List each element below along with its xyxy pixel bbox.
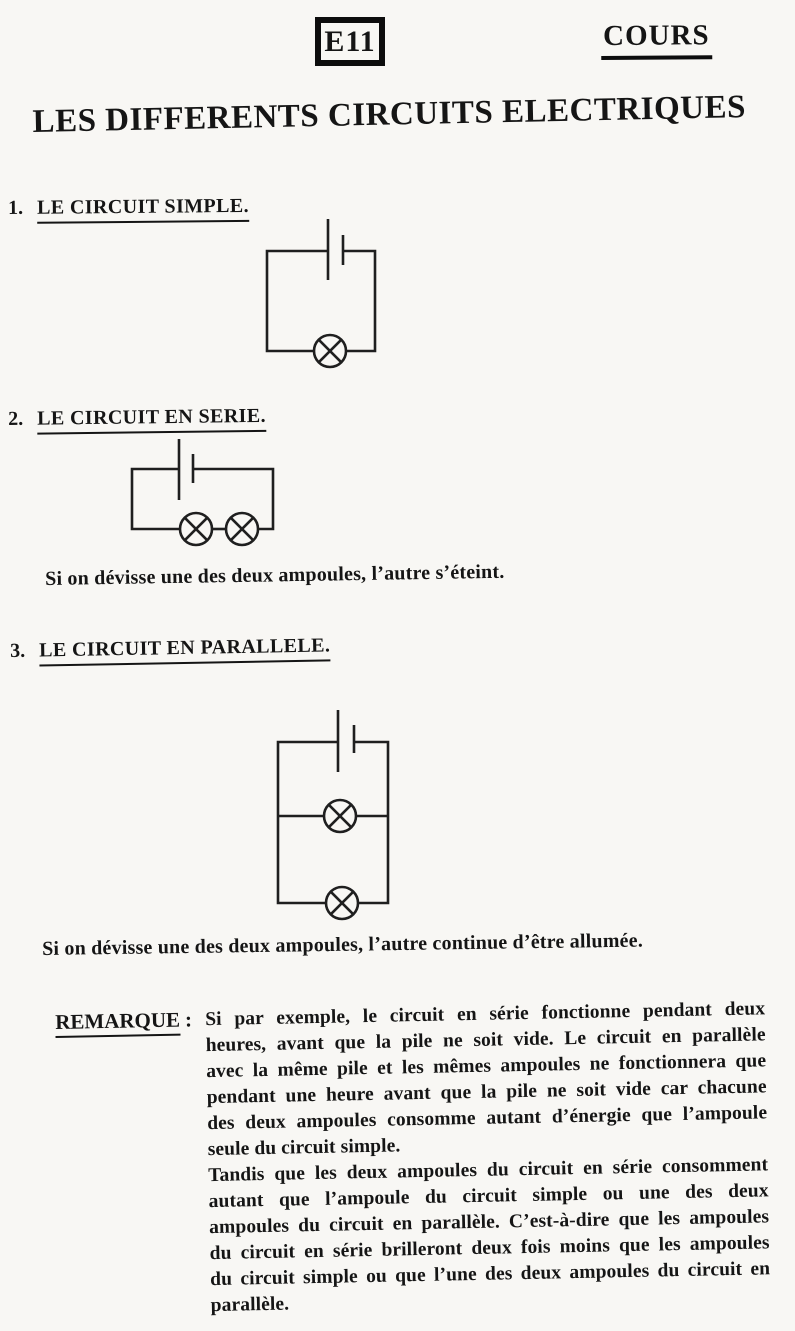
wire-right xyxy=(343,251,375,351)
remark-text-line: des deux ampoules consomme autant d’énergie que l’ampoule xyxy=(207,1102,768,1135)
lesson-code: E11 xyxy=(324,24,376,58)
section-3-title: LE CIRCUIT EN PARALLELE. xyxy=(39,634,331,666)
remark-text-line: autant que l’ampoule du circuit simple ou une des deux xyxy=(208,1180,769,1213)
remark-text-line: du circuit simple ou que l’une des deux ampoules du circuit en xyxy=(210,1258,771,1291)
wire-left xyxy=(132,469,180,529)
wire-left xyxy=(267,251,328,351)
remark-text-line: heures, avant que la pile ne soit vide. Le circuit en parallèle xyxy=(205,1024,766,1057)
section-1-number: 1. xyxy=(8,196,24,219)
simple-circuit-diagram xyxy=(255,212,395,377)
section-3-number: 3. xyxy=(10,639,26,662)
wire-right xyxy=(354,742,388,903)
section-1-title: LE CIRCUIT SIMPLE. xyxy=(37,195,249,224)
remark-colon: : xyxy=(184,1007,193,1032)
section-2-number: 2. xyxy=(8,407,24,430)
remark-text-line: Tandis que les deux ampoules du circuit en série consomment xyxy=(208,1154,769,1187)
remark-word: REMARQUE xyxy=(55,1008,180,1038)
remark-text-line: ampoules du circuit en parallèle. C’est-à-dire que les ampoules xyxy=(209,1206,770,1239)
remark-text-line: parallèle. xyxy=(210,1293,290,1317)
page-title: LES DIFFERENTS CIRCUITS ELECTRIQUES xyxy=(32,89,747,141)
remark-text-line: avec la même pile et les mêmes ampoules ne fonctionnera que xyxy=(206,1050,767,1083)
section-2-title: LE CIRCUIT EN SERIE. xyxy=(37,405,266,435)
section-3-heading xyxy=(10,634,331,667)
parallel-circuit-diagram xyxy=(265,703,405,928)
remark-text-line: Si par exemple, le circuit en série fonctionne pendant deux xyxy=(205,998,766,1031)
remark-block xyxy=(55,996,771,1317)
remark-text-line: seule du circuit simple. xyxy=(207,1135,401,1161)
remark-body xyxy=(205,996,771,1319)
lesson-code-box xyxy=(315,17,385,66)
section-1-heading xyxy=(8,195,249,224)
remark-paragraph-2 xyxy=(208,1152,771,1319)
remark-text-line: pendant une heure avant que la pile ne soit vide car chacune xyxy=(206,1076,767,1109)
doc-type-label: COURS xyxy=(601,19,712,60)
series-circuit-diagram xyxy=(120,430,290,555)
remark-paragraph-1 xyxy=(205,996,768,1163)
remark-label xyxy=(55,1007,192,1035)
wire-left xyxy=(278,742,338,903)
series-circuit-caption: Si on dévisse une des deux ampoules, l’autre s’éteint. xyxy=(45,560,505,590)
remark-text-line: du circuit en série brilleront deux fois moins que les ampoules xyxy=(209,1232,770,1265)
parallel-circuit-caption: Si on dévisse une des deux ampoules, l’autre continue d’être allumée. xyxy=(42,929,644,960)
